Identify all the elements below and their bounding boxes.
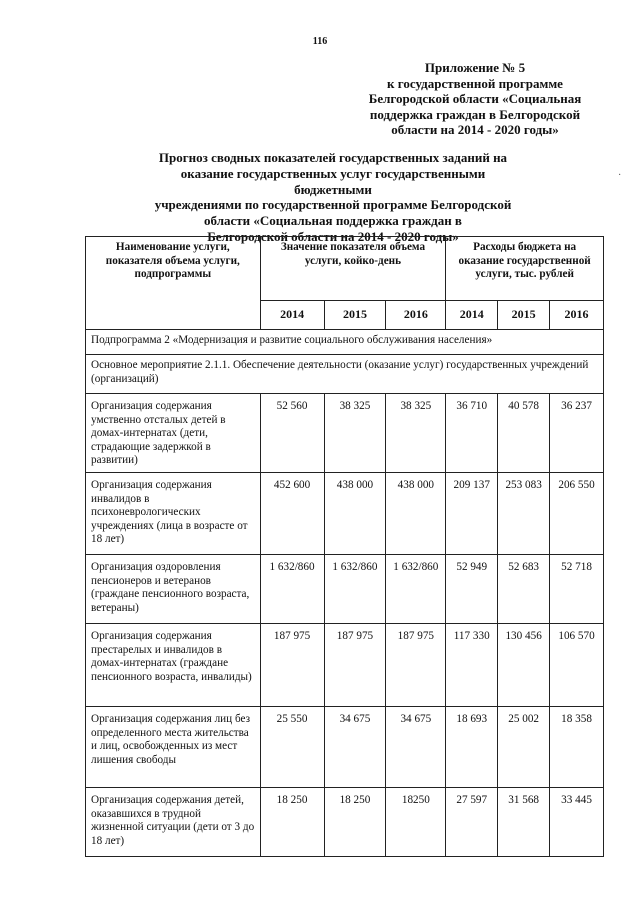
cell-value: 438 000: [386, 472, 446, 554]
col-header-expenses: Расходы бюджета на оказание государственной услуги, тыс. рублей: [446, 237, 604, 301]
cell-value: 209 137: [446, 472, 498, 554]
cell-value: 52 949: [446, 554, 498, 623]
subprogram-row: [86, 330, 604, 355]
cell-value: 452 600: [260, 472, 324, 554]
cell-value: 18 693: [446, 706, 498, 787]
cell-value: 36 237: [550, 394, 604, 473]
cell-value: 34 675: [324, 706, 386, 787]
cell-value: 38 325: [386, 394, 446, 473]
cell-value: 25 550: [260, 706, 324, 787]
row-name: Организация оздоровления пенсионеров и ветеранов (граждане пенсионного возраста, ветераны): [86, 554, 261, 623]
cell-value: 130 456: [498, 623, 550, 706]
table-row: [86, 623, 604, 706]
table-row: [86, 394, 604, 473]
cell-value: 36 710: [446, 394, 498, 473]
cell-value: 40 578: [498, 394, 550, 473]
table-row: [86, 787, 604, 856]
cell-value: 117 330: [446, 623, 498, 706]
cell-value: 52 718: [550, 554, 604, 623]
page-number: 116: [312, 36, 328, 47]
cell-value: 34 675: [386, 706, 446, 787]
cell-value: 1 632/860: [260, 554, 324, 623]
cell-value: 1 632/860: [386, 554, 446, 623]
table-row: [86, 554, 604, 623]
appendix-line: Приложение № 5: [424, 60, 526, 75]
cell-value: 187 975: [324, 623, 386, 706]
title-line: учреждениями по государственной программе Белгородской: [154, 197, 512, 213]
table-row: [86, 472, 604, 554]
activity-row: [86, 355, 604, 394]
title-line: Прогноз сводных показателей государственных заданий на: [158, 150, 508, 165]
table-row: [86, 706, 604, 787]
row-name: Организация содержания детей, оказавшихся в трудной жизненной ситуации (дети от 3 до 18 лет): [86, 787, 261, 856]
cell-value: 18 250: [324, 787, 386, 856]
cell-value: 1 632/860: [324, 554, 386, 623]
cell-value: 18 358: [550, 706, 604, 787]
cell-value: 187 975: [260, 623, 324, 706]
title-line: оказание государственных услуг государственными бюджетными: [180, 165, 486, 197]
cell-value: 31 568: [498, 787, 550, 856]
col-header-volume: Значение показателя объема услуги, койко-день: [260, 237, 446, 301]
indicators-table: [85, 236, 604, 857]
year-header: 2014: [260, 301, 324, 330]
title-line: области «Социальная поддержка граждан в: [204, 213, 462, 229]
year-header: 2014: [446, 301, 498, 330]
scan-speck: ·: [618, 170, 622, 181]
cell-value: 106 570: [550, 623, 604, 706]
cell-value: 52 560: [260, 394, 324, 473]
cell-value: 438 000: [324, 472, 386, 554]
cell-value: 18 250: [260, 787, 324, 856]
year-header: 2016: [550, 301, 604, 330]
row-name: Организация содержания лиц без определенного места жительства и лиц, освобожденных из мест лишения свободы: [86, 706, 261, 787]
row-name: Организация содержания инвалидов в психоневрологических учреждениях (лица в возрасте от 18 лет): [86, 472, 261, 554]
appendix-line: области на 2014 - 2020 годы»: [391, 122, 559, 137]
document-title: [148, 150, 518, 245]
cell-value: 187 975: [386, 623, 446, 706]
cell-value: 253 083: [498, 472, 550, 554]
cell-value: 18250: [386, 787, 446, 856]
appendix-line: поддержка граждан в Белгородской: [369, 106, 581, 122]
table-header-row: [86, 237, 604, 301]
cell-value: 33 445: [550, 787, 604, 856]
subprogram-cell: Подпрограмма 2 «Модернизация и развитие социального обслуживания населения»: [86, 330, 604, 355]
activity-cell: Основное мероприятие 2.1.1. Обеспечение деятельности (оказание услуг) государственных учреждений (организаций): [86, 355, 604, 394]
cell-value: 27 597: [446, 787, 498, 856]
title-line: Белгородской области на 2014 - 2020 годы»: [207, 228, 459, 244]
cell-value: 52 683: [498, 554, 550, 623]
cell-value: 206 550: [550, 472, 604, 554]
row-name: Организация содержания умственно отсталых детей в домах-интернатах (дети, страдающие задержкой в развитии): [86, 394, 261, 473]
row-name: Организация содержания престарелых и инвалидов в домах-интернатах (граждане пенсионного возраста, инвалиды): [86, 623, 261, 706]
col-header-name: Наименование услуги, показателя объема услуги, подпрограммы: [86, 237, 261, 330]
appendix-line: к государственной программе: [387, 75, 563, 91]
cell-value: 38 325: [324, 394, 386, 473]
appendix-header: [360, 60, 590, 138]
cell-value: 25 002: [498, 706, 550, 787]
year-header: 2016: [386, 301, 446, 330]
year-header: 2015: [324, 301, 386, 330]
appendix-line: Белгородской области «Социальная: [368, 91, 582, 106]
year-header: 2015: [498, 301, 550, 330]
